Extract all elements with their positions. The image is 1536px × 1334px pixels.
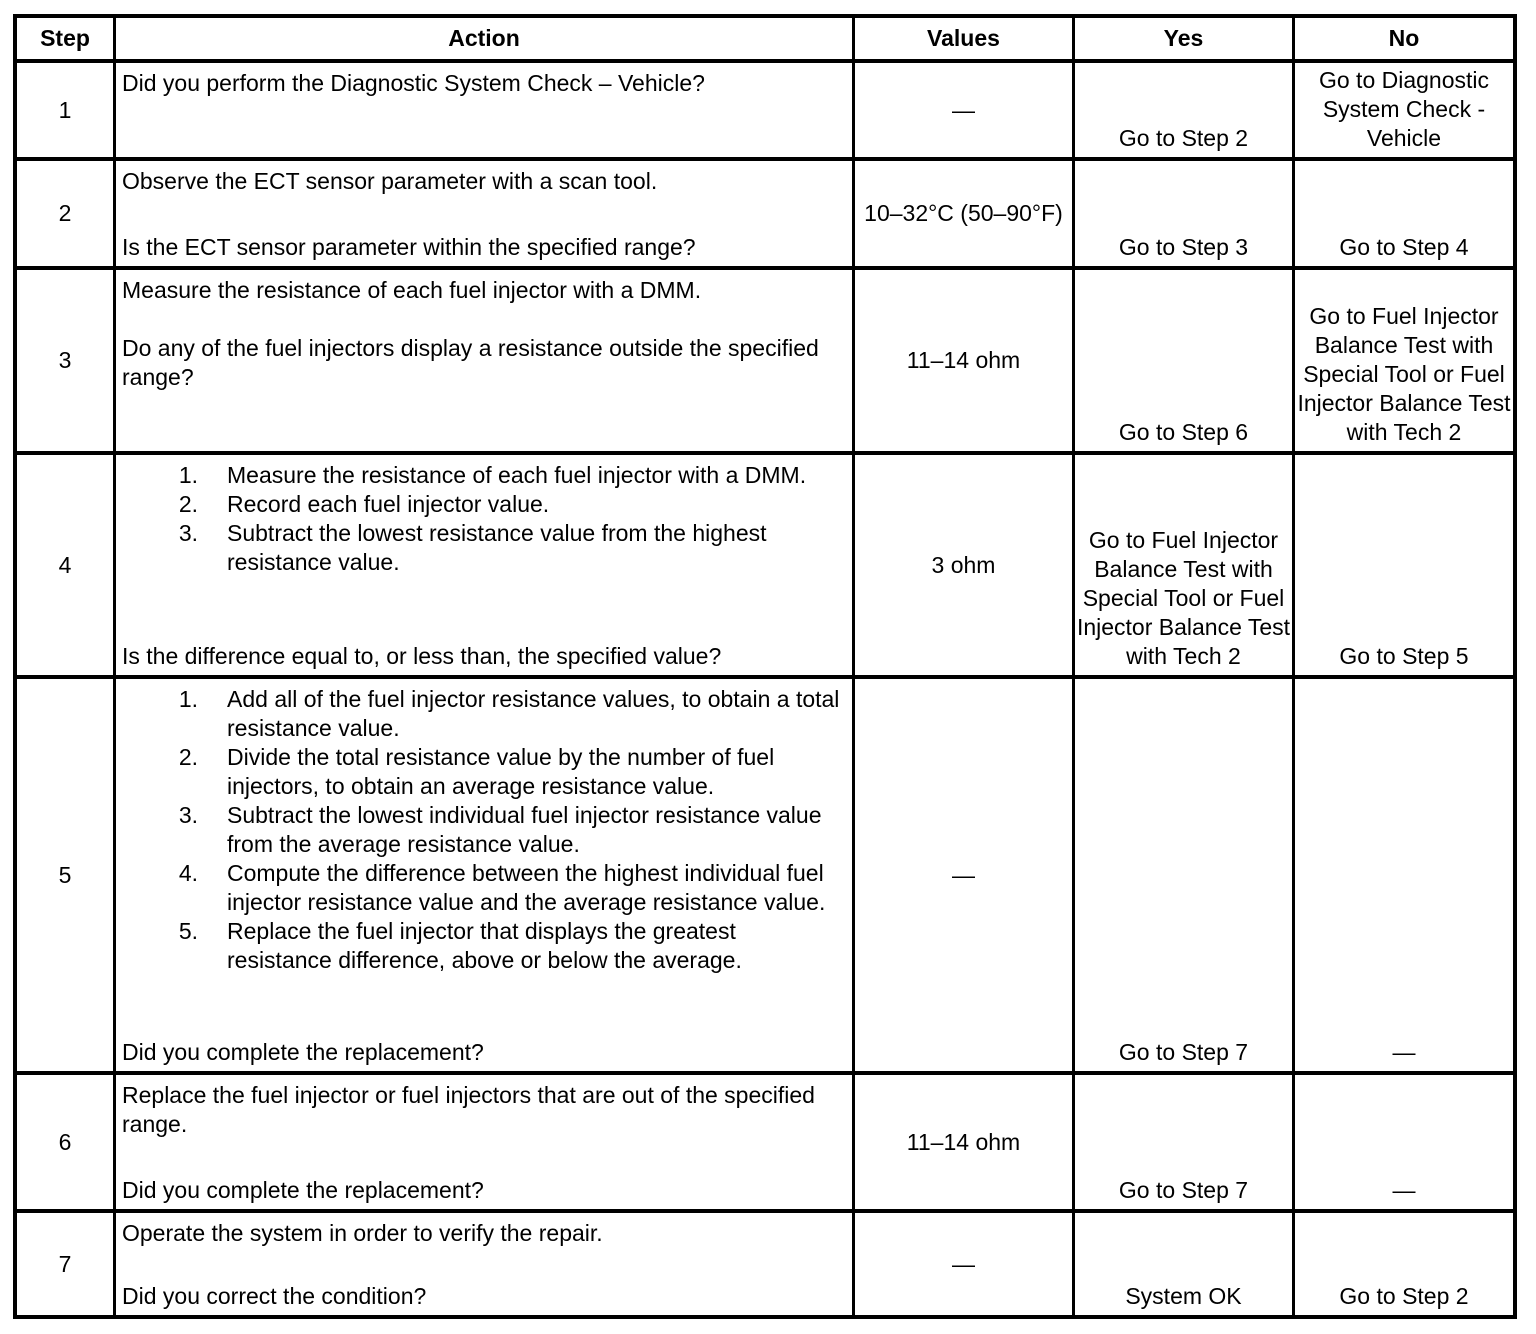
step-number: 6 [17, 1075, 116, 1213]
no-cell: — [1295, 679, 1513, 1075]
action-cell [116, 161, 855, 270]
step-number: 5 [17, 679, 116, 1075]
no-cell: Go to Step 5 [1295, 455, 1513, 679]
action-question: Do any of the fuel injectors display a resistance outside the specified range? [122, 335, 819, 390]
action-intro: Replace the fuel injector or fuel injectors that are out of the specified range. [122, 1082, 815, 1137]
no-cell: Go to Step 4 [1295, 161, 1513, 270]
step-number: 1 [17, 63, 116, 161]
step-number: 2 [17, 161, 116, 270]
action-cell [116, 63, 855, 161]
table-row [17, 1075, 1513, 1213]
value-cell: 11–14 ohm [855, 270, 1075, 455]
no-cell: Go to Step 2 [1339, 1283, 1469, 1309]
action-question: Is the difference equal to, or less than, the specified value? [122, 643, 722, 669]
header-row [17, 18, 1513, 63]
action-question: Did you correct the condition? [122, 1283, 427, 1309]
list-item: 2. Divide the total resistance value by the number of fuel injectors, to obtain an average resistance value. [178, 744, 775, 799]
step-number: 7 [17, 1213, 116, 1315]
action-cell [116, 1213, 855, 1315]
value-cell: 11–14 ohm [855, 1075, 1075, 1213]
no-cell: Go to Diagnostic System Check - Vehicle [1295, 63, 1513, 161]
action-intro: Observe the ECT sensor parameter with a scan tool. [122, 168, 658, 194]
action-question: Did you complete the replacement? [122, 1039, 484, 1065]
list-item: 1. Measure the resistance of each fuel injector with a DMM. [178, 462, 807, 488]
header-values: Values [855, 18, 1075, 63]
action-cell [116, 679, 855, 1075]
yes-cell: System OK [1075, 1213, 1295, 1315]
step-number: 4 [17, 455, 116, 679]
step-number: 3 [17, 270, 116, 455]
table-row [17, 1213, 1513, 1315]
action-cell [116, 270, 855, 455]
action-question: Is the ECT sensor parameter within the specified range? [122, 234, 696, 260]
list-item: 3. Subtract the lowest individual fuel injector resistance value from the average resistance value. [178, 802, 822, 857]
header-no: No [1295, 18, 1513, 63]
table-row [17, 679, 1513, 1075]
yes-cell: Go to Step 3 [1075, 161, 1295, 270]
action-list [122, 461, 846, 577]
table-row [17, 63, 1513, 161]
action-question: Did you complete the replacement? [122, 1177, 484, 1203]
list-item: 4. Compute the difference between the highest individual fuel injector resistance value and the average resistance value. [178, 860, 826, 915]
header-step: Step [17, 18, 116, 63]
diagnostic-table [13, 14, 1517, 1319]
value-cell: — [855, 63, 1075, 161]
action-intro: Measure the resistance of each fuel injector with a DMM. [122, 277, 702, 303]
value-cell: — [855, 1213, 1075, 1315]
list-item: 5. Replace the fuel injector that displays the greatest resistance difference, above or below the average. [178, 918, 742, 973]
yes-cell: Go to Step 6 [1075, 270, 1295, 455]
action-intro: Did you perform the Diagnostic System Check – Vehicle? [122, 70, 705, 96]
table-row [17, 161, 1513, 270]
header-yes: Yes [1075, 18, 1295, 63]
table-row [17, 455, 1513, 679]
yes-cell: Go to Step 7 [1075, 679, 1295, 1075]
list-item: 2. Record each fuel injector value. [178, 491, 550, 517]
header-action: Action [116, 18, 855, 63]
list-item: 1. Add all of the fuel injector resistance values, to obtain a total resistance value. [178, 686, 840, 741]
value-cell: 3 ohm [855, 455, 1075, 679]
yes-cell: Go to Step 2 [1075, 63, 1295, 161]
action-list [122, 685, 846, 975]
value-cell: — [855, 679, 1075, 1075]
yes-cell: Go to Step 7 [1075, 1075, 1295, 1213]
table-row [17, 270, 1513, 455]
action-intro: Operate the system in order to verify the repair. [122, 1220, 603, 1246]
no-cell: Go to Fuel Injector Balance Test with Special Tool or Fuel Injector Balance Test with Tech 2 [1295, 270, 1513, 455]
list-item: 3. Subtract the lowest resistance value from the highest resistance value. [178, 520, 767, 575]
yes-cell: Go to Fuel Injector Balance Test with Special Tool or Fuel Injector Balance Test with Tech 2 [1075, 455, 1295, 679]
no-cell: — [1295, 1075, 1513, 1213]
action-cell [116, 455, 855, 679]
action-cell [116, 1075, 855, 1213]
value-cell: 10–32°C (50–90°F) [855, 161, 1075, 270]
